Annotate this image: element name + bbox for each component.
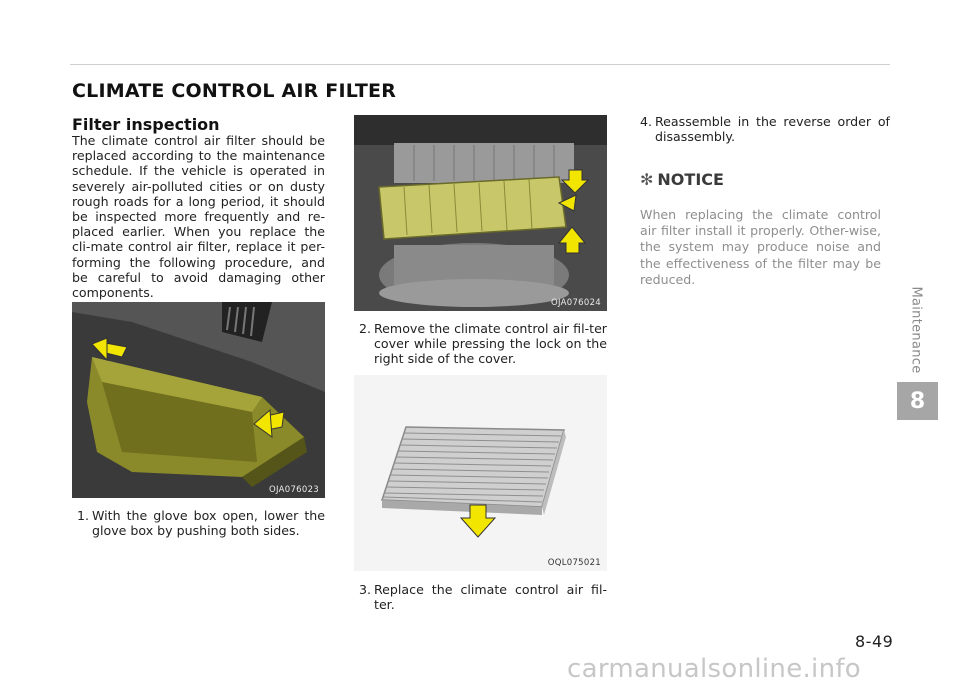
step-number: 2. xyxy=(359,321,372,336)
glovebox-illustration xyxy=(72,302,325,498)
notice-heading xyxy=(640,170,724,189)
chapter-tab: 8 xyxy=(897,382,938,420)
step-number: 4. xyxy=(640,114,653,129)
step-4 xyxy=(640,114,890,144)
figure-filter xyxy=(354,375,607,571)
figure-glovebox xyxy=(72,302,325,498)
step-1 xyxy=(77,508,325,538)
chapter-side-label xyxy=(908,285,924,375)
step-number: 3. xyxy=(359,582,372,597)
step-text: Replace the climate control air fil-ter. xyxy=(374,582,607,613)
notice-text: When replacing the climate control air filter install it properly. Other-wise, the system may produce noise and the effectiveness of the filter may be reduced. xyxy=(640,207,881,287)
figure-filter-cover xyxy=(354,115,607,311)
figure-code: OJA076023 xyxy=(268,485,319,495)
top-rule xyxy=(70,64,890,65)
subheading-filter-inspection: Filter inspection xyxy=(72,115,220,134)
section-title: CLIMATE CONTROL AIR FILTER xyxy=(72,80,397,102)
asterisk-icon: ✻ xyxy=(640,170,654,189)
step-2 xyxy=(359,321,607,367)
notice-title: NOTICE xyxy=(657,170,724,189)
step-3 xyxy=(359,582,607,612)
filter-cover-illustration xyxy=(354,115,607,311)
watermark: carmanualsonline.info xyxy=(567,654,862,684)
figure-code: OQL075021 xyxy=(547,558,601,568)
filter-illustration xyxy=(354,375,607,571)
figure-code: OJA076024 xyxy=(550,298,601,308)
step-text: Reassemble in the reverse order of disassembly. xyxy=(655,114,890,145)
chapter-label-text: Maintenance xyxy=(908,286,924,374)
intro-paragraph: The climate control air filter should be replaced according to the maintenance schedule. If the vehicle is operated in severely air-polluted cities or on dusty rough roads for a long period, it should be inspected more frequently and re-placed earlier. When you replace the cli-mate control air filter, replace it per-forming the following procedure, and be careful to avoid damaging other components. xyxy=(72,133,325,301)
step-text: With the glove box open, lower the glove box by pushing both sides. xyxy=(92,508,325,539)
step-number: 1. xyxy=(77,508,90,523)
step-text: Remove the climate control air fil-ter cover while pressing the lock on the right side of the cover. xyxy=(374,321,607,367)
page-number: 8-49 xyxy=(855,632,894,651)
